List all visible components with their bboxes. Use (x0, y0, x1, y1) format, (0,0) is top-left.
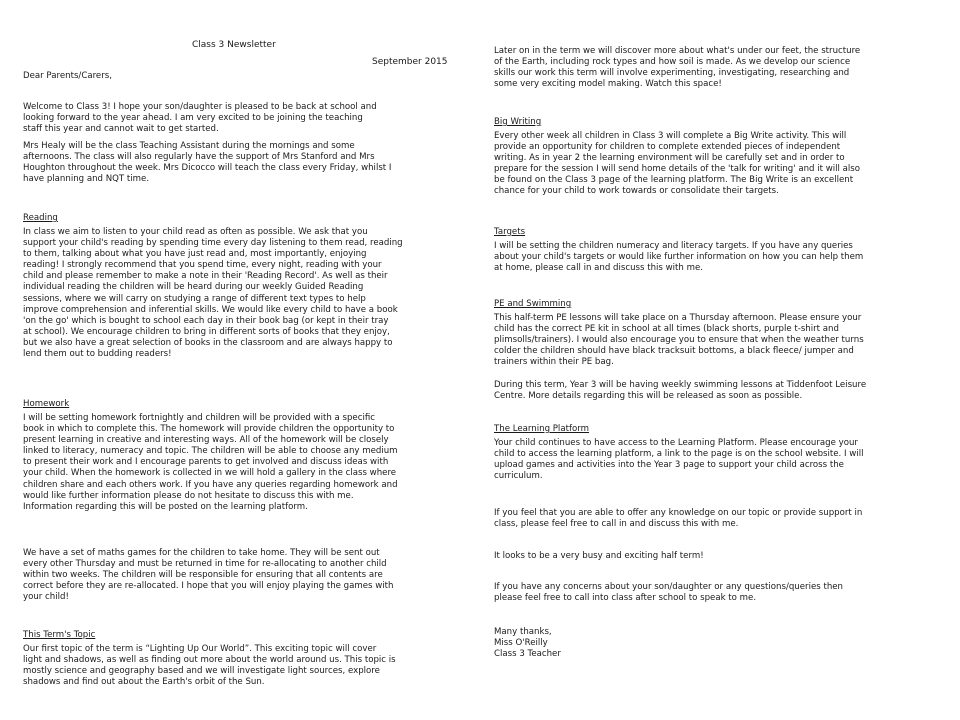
newsletter-date: September 2015 (372, 57, 448, 67)
learning-platform-heading: The Learning Platform (494, 424, 589, 434)
targets-heading: Targets (494, 227, 526, 237)
reading-paragraph: In class we aim to listen to your child read as often as possible. We ask that you support your child's reading by spending time every day listening to them read, reading to them, talking about what you have just read and, most importantly, enjoying reading! I strongly recommend that you spend time, every night, reading with your child and please remember to make a note in their 'Reading Record'. As well as their individual reading the children will be heard during our weekly Guided Reading sessions, where we will carry on studying a range of different text types to help improve comprehension and inferential skills. We would like every child to have a book 'on the go' which is bought to school each day in their book bag (or kept in their tray at school). We encourage children to bring in different sorts of books that they enjoy, but we also have a great selection of books in the classroom and are always happy to lend them out to budding readers! (23, 227, 403, 360)
targets-paragraph: I will be setting the children numeracy and literacy targets. If you have any queries about your child's targets or would like further information on how you can help them at home, please call in and discuss this with me. (494, 241, 864, 274)
big-writing-paragraph: Every other week all children in Class 3 will complete a Big Write activity. This will provide an opportunity for children to complete extended pieces of independent writing. As in year 2 the learning environment will be carefully set and in order to prepare for the session I will send home details of the 'talk for writing' and it will also be found on the Class 3 page of the learning platform. The Big Write is an excellent chance for your child to work towards or consolidate their targets. (494, 131, 861, 197)
homework-paragraph: I will be setting homework fortnightly and children will be provided with a specific book in which to complete this. The homework will provide children the opportunity to present learning in creative and interesting ways. All of the homework will be closely linked to literacy, numeracy and topic. The children will be able to choose any medium to present their work and I encourage parents to get involved and discuss ideas with your child. When the homework is collected in we will hold a gallery in the class where children share and each others work. If you have any queries regarding homework and would like further information please do not hesitate to discuss this with me. Information regarding this will be posted on the learning platform. (23, 413, 398, 512)
concerns-paragraph: If you have any concerns about your son/daughter or any questions/queries then please feel free to call into class after school to speak to me. (494, 582, 843, 604)
topic-heading: This Term's Topic (23, 630, 96, 640)
reading-heading: Reading (23, 213, 58, 223)
topic-paragraph: Our first topic of the term is “Lighting Up Our World”. This exciting topic will cover light and shadows, as well as finding out more about the world around us. This topic is mostly science and geography based and we will investigate light sources, explore shadows and find out about the Earth's orbit of the Sun. (23, 644, 396, 688)
homework-heading: Homework (23, 399, 70, 409)
pe-heading: PE and Swimming (494, 299, 572, 309)
signoff: Many thanks, Miss O'Reilly Class 3 Teacher (494, 627, 561, 660)
maths-games-paragraph: We have a set of maths games for the children to take home. They will be sent out every other Thursday and must be returned in time for re-allocating to another child within two weeks. The children will be responsible for ensuring that all contents are correct before they are re-allocated. I hope that you will enjoy playing the games with your child! (23, 548, 394, 603)
staff-paragraph: Mrs Healy will be the class Teaching Assistant during the mornings and some afternoons. The class will also regularly have the support of Mrs Stanford and Mrs Houghton throughout the week. Mrs Dicocco will teach the class every Friday, whilst I have planning and NQT time. (23, 141, 392, 185)
newsletter-title: Class 3 Newsletter (192, 40, 276, 50)
swimming-paragraph: During this term, Year 3 will be having weekly swimming lessons at Tiddenfoot Leisure Centre. More details regarding this will be released as soon as possible. (494, 380, 867, 402)
big-writing-heading: Big Writing (494, 117, 542, 127)
welcome-paragraph: Welcome to Class 3! I hope your son/daughter is pleased to be back at school and looking forward to the year ahead. I am very excited to be joining the teaching staff this year and cannot wait to get started. (23, 102, 377, 135)
learning-platform-paragraph: Your child continues to have access to the Learning Platform. Please encourage your child to access the learning platform, a link to the page is on the school website. I will upload games and activities into the Year 3 page to support your child across the curriculum. (494, 438, 864, 482)
topic-continued-paragraph: Later on in the term we will discover more about what's under our feet, the structure of the Earth, including rock types and how soil is made. As we develop our science skills our work this term will involve experimenting, investigating, researching and some very exciting model making. Watch this space! (494, 46, 861, 90)
busy-term-paragraph: It looks to be a very busy and exciting half term! (494, 551, 704, 561)
greeting: Dear Parents/Carers, (23, 71, 112, 81)
knowledge-paragraph: If you feel that you are able to offer any knowledge on our topic or provide support in class, please feel free to call in and discuss this with me. (494, 508, 863, 530)
pe-paragraph: This half-term PE lessons will take place on a Thursday afternoon. Please ensure your child has the correct PE kit in school at all times (black shorts, purple t-shirt and plimsolls/trainers). I would also encourage you to ensure that when the weather turns colder the children should have black tracksuit bottoms, a black fleece/ jumper and trainers within their PE bag. (494, 313, 864, 368)
